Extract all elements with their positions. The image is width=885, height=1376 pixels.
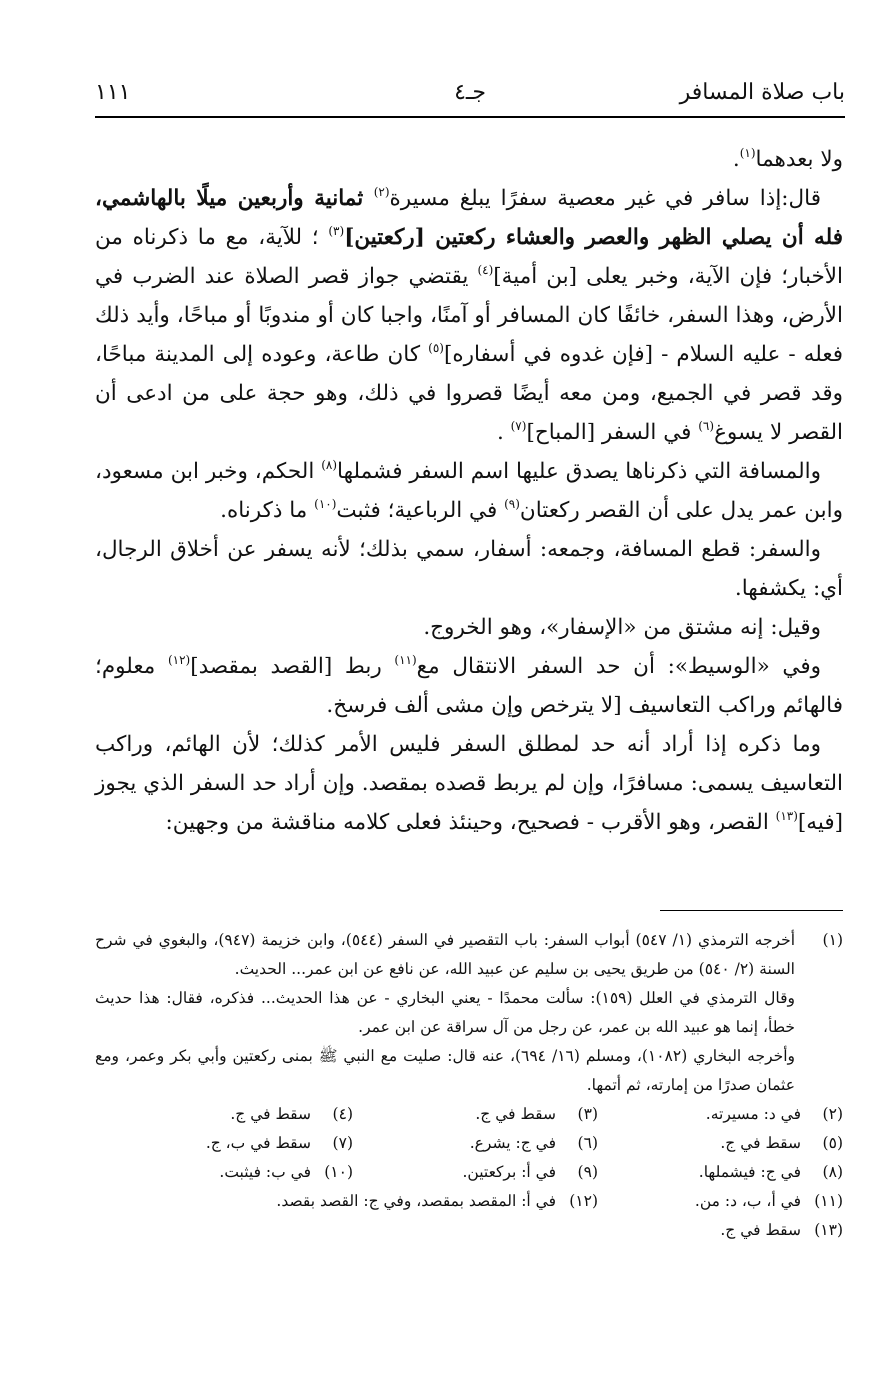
footnote-number: (١): [822, 931, 843, 949]
footnote-item: (٨)في ج: فيشملها.: [698, 1163, 843, 1181]
footnote-item: (١٠)في ب: فيثبت.: [219, 1163, 353, 1181]
footnote-ref: (٣): [328, 224, 345, 238]
footnote-item: (٥)سقط في ج.: [720, 1134, 843, 1152]
chapter-title: باب صلاة المسافر: [679, 80, 845, 105]
footnote-ref: (٧): [510, 419, 527, 433]
footnote-ref: (٤): [477, 263, 494, 277]
footnote-row: [95, 1187, 843, 1216]
footnote-ref: (١): [739, 146, 756, 160]
footnote-item: (٦)في ج: يشرع.: [469, 1134, 598, 1152]
main-text: [95, 140, 843, 842]
paragraph-4: والسفر: قطع المسافة، وجمعه: أسفار، سمي بذلك؛ لأنه يسفر عن أخلاق الرجال، أي: يكشفها.: [95, 537, 843, 601]
footnote-row: [95, 1216, 843, 1245]
page-number: ١١١: [95, 80, 131, 105]
footnote-item: (١٣)سقط في ج.: [720, 1221, 843, 1239]
footnote-item: (٩)في أ: بركعتين.: [462, 1163, 598, 1181]
footnote-ref: (١٣): [775, 809, 798, 823]
footnote-separator: [660, 910, 843, 911]
paragraph-2: قال:إذا سافر في غير معصية سفرًا يبلغ مسيرة$^{(٢)}$ ثمانية وأربعين ميلًا بالهاشمي، فله أن يصلي الظهر والعصر والعشاء ركعتين [ركعتين]$^{(٣)}$ ؛ للآية، مع ما ذكرناه من الأخبار؛ فإن الآية، وخبر يعلى [بن أمية]$^{(٤)}$ يقتضي جواز قصر الصلاة عند الضرب في الأرض، وهذا السفر، خائفًا كان المسافر أو آمنًا، واجبا كان أو مندوبًا أو مباحًا، وأيد ذلك فعله - عليه السلام - [فإن غدوه في أسفاره]$^{(٥)}$ كان طاعة، وعوده إلى المدينة مباحًا، وقد قصر في الجميع، ومن معه أيضًا قصروا في ذلك، وهو حجة على من ادعى أن القصر لا يسوغ$^{(٦)}$ في السفر [المباح]$^{(٧)}$ .: [95, 185, 844, 445]
footnote-1: (١) أخرجه الترمذي (١/ ٥٤٧) أبواب السفر: باب التقصير في السفر (٥٤٤)، وابن خزيمة (٩٤٧)، والبغوي في شرح السنة (٢/ ٥٤٠) من طريق يحيى بن سليم عن عبيد الله، عن نافع عن ابن عمر... الحديث. وقال الترمذي في العلل (١٥٩): سألت محمدًا - يعني البخاري - عن هذا الحديث... فذكره، فقال: هذا حديث خطأ، إنما هو عبيد الله بن عمر، عن رجل من آل سراقة عن ابن عمر. وأخرجه البخاري (١٠٨٢)، ومسلم (١٦/ ٦٩٤)، عنه قال: صليت مع النبي ﷺ بمنى ركعتين وأبي بكر وعمر، ومع عثمان صدرًا من إمارته، ثم أتمها.: [95, 926, 843, 1100]
footnote-item: (٢)في د: مسيرته.: [705, 1105, 843, 1123]
footnote-ref: (٨): [321, 458, 338, 472]
footnote-item: (٣)سقط في ج.: [475, 1105, 598, 1123]
footnote-ref: (١٠): [314, 497, 337, 511]
footnote-item: (٤)سقط في ج.: [230, 1105, 353, 1123]
paragraph-3: والمسافة التي ذكرناها يصدق عليها اسم السفر فشملها$^{(٨)}$ الحكم، وخبر ابن مسعود، وابن عمر يدل على أن القصر ركعتان$^{(٩)}$ في الرباعية؛ فثبت$^{(١٠)}$ ما ذكرناه.: [95, 458, 843, 523]
paragraph-1: ولا بعدهما$^{(١)}$.: [732, 146, 843, 172]
footnote-item: (١١)في أ، ب، د: من.: [694, 1192, 843, 1210]
footnote-item: (٧)سقط في ب، ج.: [205, 1134, 353, 1152]
running-header: [95, 78, 845, 114]
footnote-ref: (١٢): [167, 653, 191, 667]
footnote-ref: (٢): [373, 185, 390, 199]
footnote-ref: (٩): [504, 497, 520, 511]
footnote-row: [95, 1129, 843, 1158]
footnotes: [95, 926, 843, 1245]
paragraph-5: وقيل: إنه مشتق من «الإسفار»، وهو الخروج.: [423, 615, 821, 640]
footnote-ref: (٥): [428, 341, 444, 355]
paragraph-6: وفي «الوسيط»: أن حد السفر الانتقال مع$^{(١١)}$ ربط [القصد بمقصد]$^{(١٢)}$ معلوم؛ فالهائم وراكب التعاسيف [لا يترخص وإن مشى ألف فرسخ.: [95, 653, 843, 718]
header-rule: [95, 116, 845, 118]
footnote-ref: (١١): [394, 653, 417, 667]
footnote-ref: (٦): [698, 419, 715, 433]
footnote-row: [95, 1158, 843, 1187]
paragraph-7: وما ذكره إذا أراد أنه حد لمطلق السفر فليس الأمر كذلك؛ لأن الهائم، وراكب التعاسيف يسمى: مسافرًا، وإن لم يربط قصده بمقصد. وإن أراد حد السفر الذي يجوز [فيه]$^{(١٣)}$ القصر، وهو الأقرب - فصحيح، وحينئذ فعلى كلامه مناقشة من وجهين:: [95, 732, 843, 835]
footnote-row: [95, 1100, 843, 1129]
footnote-item: (١٢)في أ: المقصد بمقصد، وفي ج: القصد بقصد.: [276, 1192, 598, 1210]
volume-label: جـ٤: [454, 80, 486, 105]
